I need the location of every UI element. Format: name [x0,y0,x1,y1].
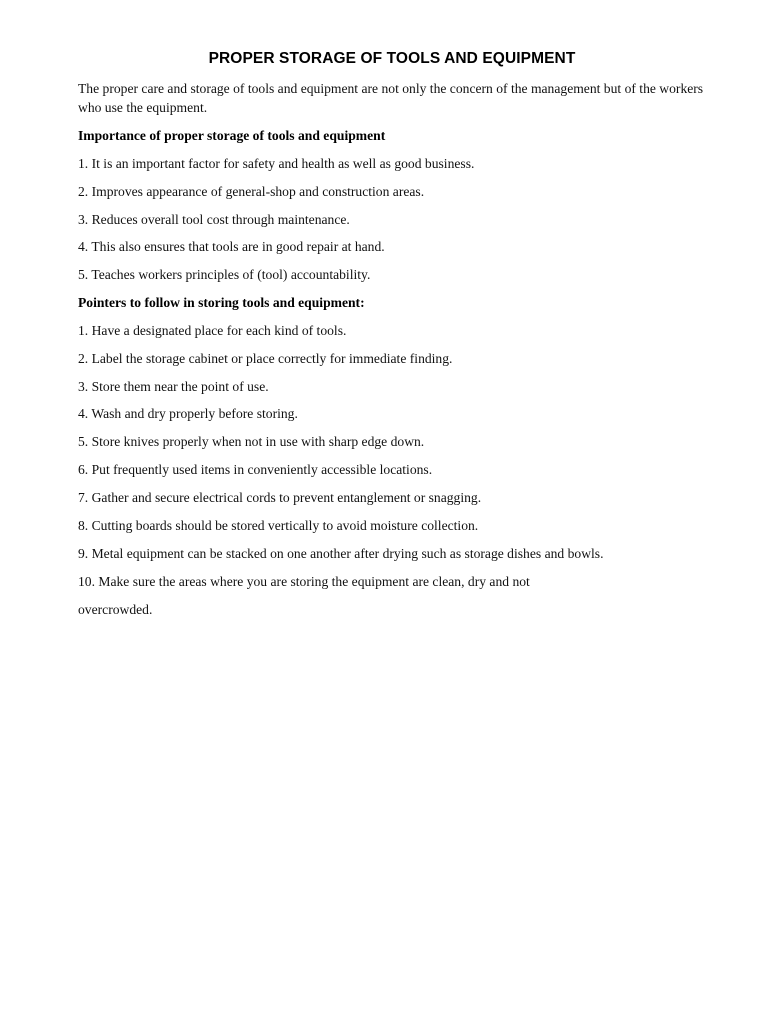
intro-paragraph: The proper care and storage of tools and equipment are not only the concern of the management but of the workers who use the equipment. [78,81,704,115]
pointers-heading: Pointers to follow in storing tools and equipment: [78,295,365,310]
pointer-item-6: 6. Put frequently used items in conveniently accessible locations. [78,462,433,477]
pointer-item-2: 2. Label the storage cabinet or place correctly for immediate finding. [78,351,453,366]
importance-item-2: 2. Improves appearance of general-shop and construction areas. [78,184,425,199]
pointer-item-9: 9. Metal equipment can be stacked on one another after drying such as storage dishes and bowls. [78,546,604,561]
importance-heading: Importance of proper storage of tools and equipment [78,128,386,143]
pointer-item-4: 4. Wash and dry properly before storing. [78,406,298,421]
document-title: PROPER STORAGE OF TOOLS AND EQUIPMENT [208,50,576,67]
importance-item-1: 1. It is an important factor for safety and health as well as good business. [78,156,475,171]
importance-item-3: 3. Reduces overall tool cost through maintenance. [78,212,350,227]
importance-item-5: 5. Teaches workers principles of (tool) accountability. [78,267,371,282]
pointer-item-10: 10. Make sure the areas where you are storing the equipment are clean, dry and not [78,574,530,589]
pointer-item-5: 5. Store knives properly when not in use with sharp edge down. [78,434,425,449]
pointer-item-7: 7. Gather and secure electrical cords to prevent entanglement or snagging. [78,490,482,505]
importance-item-4: 4. This also ensures that tools are in good repair at hand. [78,239,385,254]
pointer-item-1: 1. Have a designated place for each kind of tools. [78,323,347,338]
pointer-item-3: 3. Store them near the point of use. [78,379,269,394]
pointer-item-8: 8. Cutting boards should be stored vertically to avoid moisture collection. [78,518,479,533]
pointer-item-10-continued: overcrowded. [78,602,153,617]
